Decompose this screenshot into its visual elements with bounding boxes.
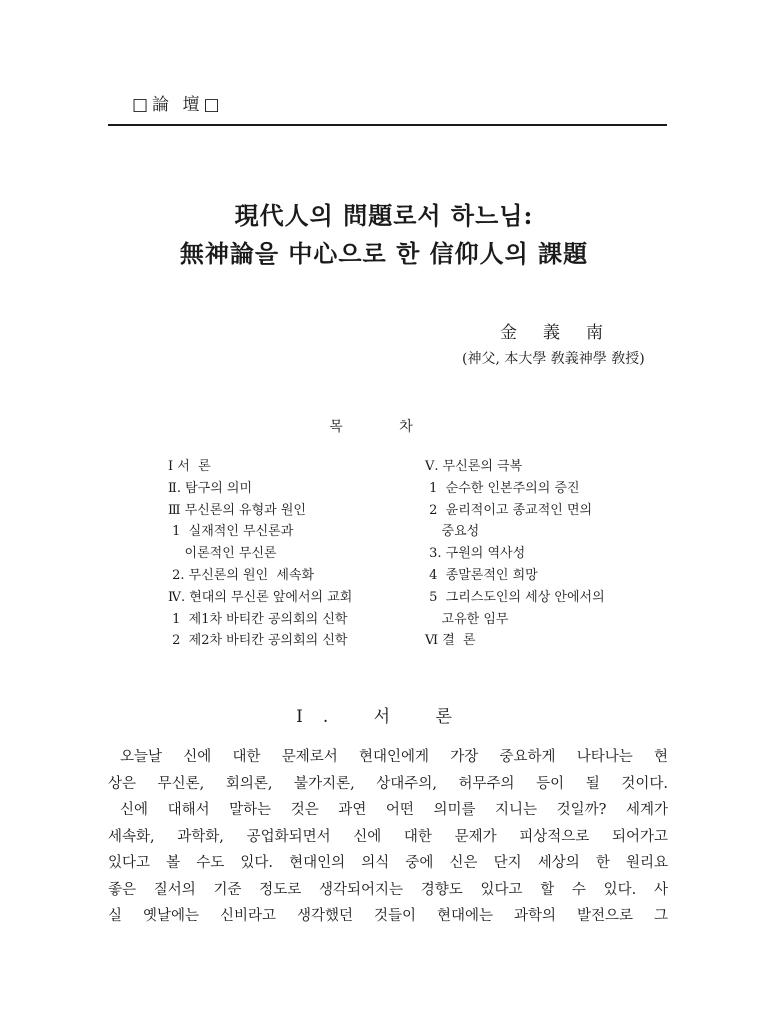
toc-item: Ⅳ. 현대의 무신론 앞에서의 교회 bbox=[168, 589, 353, 605]
toc-item: 1 순수한 인본주의의 증진 bbox=[425, 480, 580, 496]
title-line-2: 無神論을 中心으로 한 信仰人의 課題 bbox=[179, 239, 589, 268]
toc-heading: 목 차 bbox=[329, 419, 439, 435]
toc-item: Ⅴ. 무신론의 극복 bbox=[425, 459, 523, 474]
toc-left-column bbox=[168, 456, 352, 652]
toc-item: 고유한 임무 bbox=[425, 611, 509, 627]
section-label: □論 壇□ bbox=[132, 95, 224, 115]
toc-item: Ⅰ 서 론 bbox=[168, 459, 211, 474]
body-line: 상은 무신론, 회의론, 불가지론, 상대주의, 허무주의 등이 될 것이다. bbox=[108, 775, 668, 792]
toc-item: 1 실재적인 무신론과 bbox=[168, 524, 294, 540]
toc-item: 2 윤리적이고 종교적인 면의 bbox=[425, 502, 593, 518]
toc-item: 3. 구원의 역사성 bbox=[425, 546, 526, 562]
toc-item: Ⅲ 무신론의 유형과 원인 bbox=[168, 502, 306, 518]
toc-item: 2. 무신론의 원인 세속화 bbox=[168, 567, 315, 583]
toc-item: 5 그리스도인의 세상 안에서의 bbox=[425, 589, 605, 605]
author-affiliation: (神父, 本大學 敎義神學 敎授) bbox=[462, 351, 645, 367]
body-line: 있다고 볼 수도 있다. 현대인의 의식 중에 신은 단지 세상의 한 원리요 bbox=[108, 855, 668, 871]
toc-item: 2 제2차 바티칸 공의회의 신학 bbox=[168, 633, 348, 649]
section-heading: Ⅰ. 서 론 bbox=[296, 707, 472, 727]
body-line: 좋은 질서의 기준 정도로 생각되어지는 경향도 있다고 할 수 있다. 사 bbox=[108, 881, 668, 898]
toc-item: Ⅱ. 탐구의 의미 bbox=[168, 480, 253, 496]
body-line: 신에 대해서 말하는 것은 과연 어떤 의미를 지니는 것일까? 세계가 bbox=[120, 802, 668, 818]
body-line: 실 옛날에는 신비라고 생각했던 것들이 현대에는 과학의 발전으로 그 bbox=[108, 908, 668, 924]
body-text bbox=[108, 744, 668, 930]
title-line-1: 現代人의 問題로서 하느님: bbox=[234, 201, 534, 230]
body-line: 오늘날 신에 대한 문제로서 현대인에게 가장 중요하게 나타나는 현 bbox=[120, 749, 668, 765]
body-line: 세속화, 과학화, 공업화되면서 신에 대한 문제가 피상적으로 되어가고 bbox=[108, 828, 668, 845]
toc-item: 이론적인 무신론 bbox=[168, 546, 277, 562]
author-name: 金義南 bbox=[500, 323, 629, 343]
toc-right-column bbox=[425, 456, 605, 652]
toc-item: 4 종말론적인 희망 bbox=[425, 567, 538, 583]
toc-item: 중요성 bbox=[425, 524, 480, 540]
toc-item: 1 제1차 바티칸 공의회의 신학 bbox=[168, 611, 348, 627]
toc-item: Ⅵ 결 론 bbox=[425, 633, 476, 649]
header-rule bbox=[108, 124, 667, 126]
